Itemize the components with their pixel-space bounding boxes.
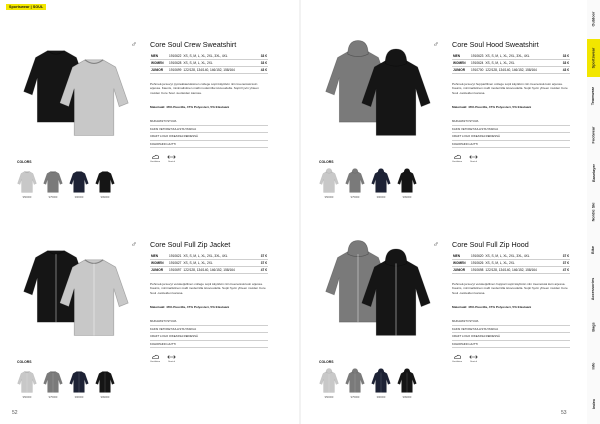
color-swatch[interactable] <box>319 168 339 199</box>
tab-label: Info <box>591 362 596 369</box>
product-photo <box>302 18 442 138</box>
tab-label: Outdoor <box>591 11 596 27</box>
sku-code: 1910621 <box>169 254 182 258</box>
tab-footwear[interactable] <box>587 116 600 154</box>
feature-list <box>150 318 268 348</box>
sku-sizes: 122/128, 134/140, 146/152, 158/164 <box>484 67 558 74</box>
feature-list <box>150 118 268 148</box>
care-label: Ventilation <box>150 361 161 363</box>
care-icons <box>452 154 478 163</box>
swatch-code: 975000 <box>350 396 360 399</box>
care-label: Stretch <box>470 361 478 363</box>
feature-item: CRAFT LOGO OIKEASSA REIDESSÄ <box>452 333 570 341</box>
sku-group: MEN <box>150 253 168 260</box>
sku-group: MEN <box>150 53 168 60</box>
sku-price: 33 € <box>257 60 268 67</box>
feature-item: MUKAVASTI ISTUVA <box>150 118 268 126</box>
male-symbol-icon: ♂ <box>433 40 439 49</box>
swatch-garment <box>345 368 365 394</box>
sku-price: 43 € <box>257 67 268 74</box>
sku-code: 1910697 <box>169 268 182 272</box>
color-swatch[interactable] <box>345 368 365 399</box>
colors-label: COLORS <box>17 160 32 164</box>
swatch-garment <box>17 368 37 394</box>
care-icons <box>150 154 176 163</box>
sku-group: WOMEN <box>452 60 470 67</box>
product-hood-sweatshirt <box>302 10 587 210</box>
feature-item: MUKAVASTI ISTUVA <box>452 318 570 326</box>
sku-code: 1910628 <box>169 61 182 65</box>
tab-info[interactable] <box>587 347 600 385</box>
sku-group: MEN <box>452 253 470 260</box>
sku-code: 1910700 <box>471 68 484 72</box>
care-label: Stretch <box>168 161 176 163</box>
male-symbol-icon: ♂ <box>433 240 439 249</box>
swatch-code: 396000 <box>74 396 84 399</box>
sku-sizes: XS, S, M, L, XL, 2XL, 3XL, 4XL <box>182 253 256 260</box>
care-label: Stretch <box>470 161 478 163</box>
ventilation-icon <box>150 354 160 363</box>
stretch-icon <box>167 354 176 363</box>
feature-item: MUKAVASTI ISTUVA <box>452 118 570 126</box>
product-description: Pehmeä ja kevyt hupparillinen college sopii käyttöön niin treeneissä kuin arjessa. Kaunis, minimalistinen malli modernilla istuvuudella. Sopii hyvin yhteen muiden Core Soul -tuotteiden kanssa. <box>452 82 568 95</box>
sku-sizes: 122/128, 134/140, 146/152, 158/164 <box>484 267 558 274</box>
sku-row <box>452 60 570 67</box>
product-material: Materiaali: 46% Puuvilla, 47% Polyesteri, 5% Elastaani <box>150 305 230 309</box>
color-swatch[interactable] <box>345 168 365 199</box>
male-symbol-icon: ♂ <box>131 240 137 249</box>
sku-code: 1910627 <box>169 261 182 265</box>
color-swatch[interactable] <box>397 368 417 399</box>
tab-bike[interactable] <box>587 231 600 269</box>
sku-price: 33 € <box>559 53 570 60</box>
swatch-code: 396000 <box>376 396 386 399</box>
sku-code: 1910624 <box>471 61 484 65</box>
product-description: Pehmeä ja kevyt vetoketjullinen huppari sopii käyttöön niin treeneissä kuin arjessa. Kaunis, minimalistinen malli modernilla istuvuudella. Sopii hyvin yhteen muiden Core Soul -tuotteiden kanssa. <box>452 282 568 295</box>
color-swatch[interactable] <box>69 168 89 199</box>
swatch-garment <box>69 168 89 194</box>
color-swatch[interactable] <box>397 168 417 199</box>
color-swatch[interactable] <box>371 368 391 399</box>
tab-outdoor[interactable] <box>587 0 600 38</box>
swatch-garment <box>371 368 391 394</box>
color-swatch[interactable] <box>43 368 63 399</box>
sku-sizes: 122/128, 134/140, 146/152, 158/164 <box>182 267 256 274</box>
sku-price: 43 € <box>559 67 570 74</box>
feature-item: KOHOPAINO-HUTTI <box>452 341 570 349</box>
tab-label: Sportswear <box>591 47 596 68</box>
sku-group: JUNIOR <box>452 67 470 74</box>
ventilation-icon <box>150 154 160 163</box>
sku-sizes: XS, S, M, L, XL, 2XL <box>182 60 256 67</box>
tab-nordic-ski[interactable] <box>587 193 600 231</box>
sku-table <box>150 53 268 74</box>
sku-group: JUNIOR <box>452 267 470 274</box>
care-label: Ventilation <box>452 161 463 163</box>
sku-table <box>452 253 570 274</box>
colors-label: COLORS <box>319 160 334 164</box>
product-crew-sweatshirt <box>0 10 285 210</box>
swatch-garment <box>371 168 391 194</box>
tab-label: Bike <box>591 245 596 255</box>
color-swatches <box>319 368 417 399</box>
color-swatch[interactable] <box>17 368 37 399</box>
product-material: Materiaali: 46% Puuvilla, 47% Polyesteri, 5% Elastaani <box>452 105 532 109</box>
color-swatch[interactable] <box>17 168 37 199</box>
sku-price: 47 € <box>559 267 570 274</box>
sku-row <box>150 67 268 74</box>
color-swatch[interactable] <box>43 168 63 199</box>
swatch-code: 950000 <box>324 196 334 199</box>
tab-label: Index <box>591 399 596 409</box>
sku-row <box>452 260 570 267</box>
sku-price: 37 € <box>257 260 268 267</box>
swatch-garment <box>69 368 89 394</box>
color-swatches <box>17 168 115 199</box>
swatch-code: 999000 <box>402 396 412 399</box>
product-description: Pehmeä ja kevyt pyöreäkauluksinen college sopii käyttöön niin treeneissä kuin arjessa. Kaunis, minimalistinen malli modernilla istuvuudella. Sopii hyvin yhteen muiden Core Soul -tuotteiden kanssa. <box>150 82 259 95</box>
page-number-left: 52 <box>12 410 18 416</box>
swatch-garment <box>319 168 339 194</box>
product-description: Pehmeä ja kevyt vetoketjullinen college sopii käyttöön niin treeneissä kuin arjessa. Kaunis, minimalistinen malli modernilla istuvuudella. Sopii hyvin yhteen muiden Core Soul -tuotteiden kanssa. <box>150 282 266 295</box>
tab-accessories[interactable] <box>587 270 600 308</box>
product-title: Core Soul Hood Sweatshirt <box>452 40 539 49</box>
feature-item: KOHOPAINO-HUTTI <box>150 141 268 149</box>
feature-item: KAKSI VETOKETJULLISTA TASKUA <box>150 126 268 134</box>
swatch-garment <box>17 168 37 194</box>
swatch-garment <box>397 168 417 194</box>
product-title: Core Soul Crew Sweatshirt <box>150 40 237 49</box>
page-number-right: 53 <box>561 410 567 416</box>
sku-row <box>150 60 268 67</box>
tab-baselayer[interactable] <box>587 154 600 192</box>
color-swatch[interactable] <box>95 368 115 399</box>
colors-label: COLORS <box>17 360 32 364</box>
sku-row <box>452 267 570 274</box>
sku-sizes: XS, S, M, L, XL, 2XL <box>182 260 256 267</box>
swatch-code: 975000 <box>350 196 360 199</box>
product-full-zip-jacket <box>0 210 285 410</box>
swatch-code: 950000 <box>324 396 334 399</box>
color-swatch[interactable] <box>371 168 391 199</box>
sku-row <box>150 260 268 267</box>
care-label: Stretch <box>168 361 176 363</box>
stretch-icon <box>469 354 478 363</box>
color-swatch[interactable] <box>95 168 115 199</box>
sku-sizes: XS, S, M, L, XL, 2XL, 3XL, 4XL <box>484 253 558 260</box>
sku-sizes: XS, S, M, L, XL, 2XL <box>484 260 558 267</box>
care-label: Ventilation <box>150 161 161 163</box>
swatch-garment <box>397 368 417 394</box>
swatch-code: 999000 <box>402 196 412 199</box>
tab-bags[interactable] <box>587 308 600 346</box>
sku-group: JUNIOR <box>150 67 168 74</box>
tab-index[interactable] <box>587 385 600 423</box>
swatch-code: 975000 <box>48 396 58 399</box>
sku-sizes: XS, S, M, L, XL, 2XL, 3XL, 4XL <box>182 53 256 60</box>
sku-price: 33 € <box>257 53 268 60</box>
feature-list <box>452 318 570 348</box>
sku-group: MEN <box>452 53 470 60</box>
male-symbol-icon: ♂ <box>131 40 137 49</box>
color-swatch[interactable] <box>69 368 89 399</box>
sku-group: JUNIOR <box>150 267 168 274</box>
sku-price: 37 € <box>559 260 570 267</box>
tab-label: Baselayer <box>591 164 596 182</box>
swatch-code: 999000 <box>100 396 110 399</box>
product-photo <box>302 218 442 338</box>
swatch-code: 396000 <box>74 196 84 199</box>
color-swatches <box>319 168 417 199</box>
tab-teamwear[interactable] <box>587 77 600 115</box>
swatch-garment <box>95 168 115 194</box>
stretch-icon <box>469 154 478 163</box>
sku-code: 1910623 <box>471 54 484 58</box>
swatch-garment <box>345 168 365 194</box>
swatch-garment <box>95 368 115 394</box>
sku-code: 1910699 <box>169 68 182 72</box>
page-spine <box>299 0 301 424</box>
sku-sizes: 122/128, 134/140, 146/152, 158/164 <box>182 67 256 74</box>
feature-item: MUKAVASTI ISTUVA <box>150 318 268 326</box>
feature-item: CRAFT LOGO OIKEASSA REIDESSÄ <box>452 133 570 141</box>
color-swatches <box>17 368 115 399</box>
colors-label: COLORS <box>319 360 334 364</box>
color-swatch[interactable] <box>319 368 339 399</box>
product-photo <box>0 218 140 338</box>
tab-label: Footwear <box>591 126 596 143</box>
sku-price: 37 € <box>257 253 268 260</box>
product-material: Materiaali: 46% Puuvilla, 47% Polyesteri, 5% Elastaani <box>150 105 230 109</box>
sku-row <box>150 267 268 274</box>
sku-group: WOMEN <box>150 260 168 267</box>
feature-item: KOHOPAINO-HUTTI <box>150 341 268 349</box>
sku-price: 47 € <box>257 267 268 274</box>
feature-item: KAKSI VETOKETJULLISTA TASKUA <box>150 326 268 334</box>
sku-group: WOMEN <box>452 260 470 267</box>
swatch-code: 950000 <box>22 196 32 199</box>
ventilation-icon <box>452 154 462 163</box>
care-icons <box>150 354 176 363</box>
product-full-zip-hood <box>302 210 587 410</box>
swatch-code: 975000 <box>48 196 58 199</box>
feature-item: CRAFT LOGO OIKEASSA REIDESSÄ <box>150 133 268 141</box>
care-label: Ventilation <box>452 361 463 363</box>
tab-label: Accessories <box>591 277 596 300</box>
feature-item: KOHOPAINO-HUTTI <box>452 141 570 149</box>
product-title: Core Soul Full Zip Jacket <box>150 240 231 249</box>
sku-row <box>452 67 570 74</box>
swatch-code: 396000 <box>376 196 386 199</box>
tab-label: Bags <box>591 322 596 332</box>
sku-code: 1910698 <box>471 268 484 272</box>
care-icons <box>452 354 478 363</box>
sku-group: WOMEN <box>150 60 168 67</box>
swatch-code: 950000 <box>22 396 32 399</box>
sku-code: 1910626 <box>471 261 484 265</box>
sku-price: 33 € <box>559 60 570 67</box>
sku-sizes: XS, S, M, L, XL, 2XL <box>484 60 558 67</box>
swatch-garment <box>43 368 63 394</box>
tab-label: Teamwear <box>591 86 596 106</box>
sku-table <box>452 53 570 74</box>
sku-code: 1910620 <box>471 254 484 258</box>
feature-item: KAKSI VETOKETJULLISTA TASKUA <box>452 126 570 134</box>
tab-label: Nordic Ski <box>591 202 596 221</box>
swatch-code: 999000 <box>100 196 110 199</box>
stretch-icon <box>167 154 176 163</box>
header-tag: Sportswear | SOUL <box>6 4 46 10</box>
ventilation-icon <box>452 354 462 363</box>
product-photo <box>0 18 140 138</box>
feature-list <box>452 118 570 148</box>
sku-table <box>150 253 268 274</box>
feature-item: CRAFT LOGO OIKEASSA REIDESSÄ <box>150 333 268 341</box>
swatch-garment <box>319 368 339 394</box>
sku-code: 1910622 <box>169 54 182 58</box>
product-title: Core Soul Full Zip Hood <box>452 240 529 249</box>
tab-sportswear[interactable] <box>587 39 600 77</box>
sku-sizes: XS, S, M, L, XL, 2XL, 3XL, 4XL <box>484 53 558 60</box>
product-material: Materiaali: 46% Puuvilla, 47% Polyesteri, 5% Elastaani <box>452 305 532 309</box>
section-tabs <box>587 0 600 424</box>
feature-item: KAKSI VETOKETJULLISTA TASKUA <box>452 326 570 334</box>
sku-price: 37 € <box>559 253 570 260</box>
swatch-garment <box>43 168 63 194</box>
